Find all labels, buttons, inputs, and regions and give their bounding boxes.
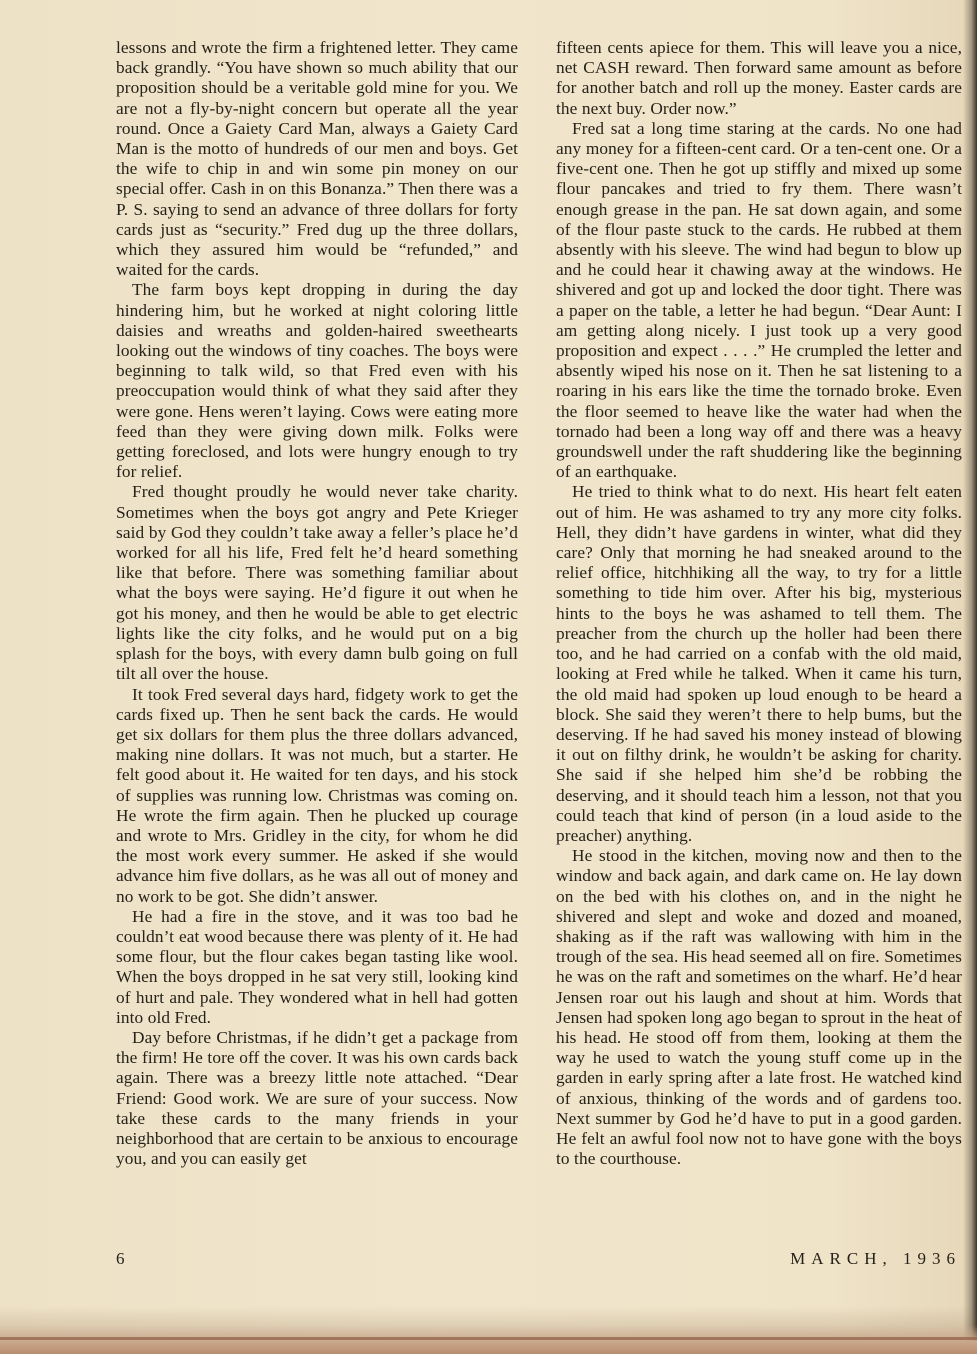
issue-date-footer: MARCH, 1936: [790, 1249, 961, 1268]
paragraph: It took Fred several days hard, fidgety work to get the cards fixed up. Then he sent back the cards. He would get six dollars for them plus the three dollars advanced, making nine dollars. It was not much, but a starter. He felt good about it. He waited for ten days, and his stock of supplies was running low. Christmas was coming on. He wrote the firm again. Then he plucked up courage and wrote to Mrs. Gridley in the city, for whom he did the most work every summer. He asked if she would advance him five dollars, as he was all out of money and no work to be got. She didn’t answer.: [116, 684, 518, 906]
right-column: [556, 38, 962, 1169]
paragraph: fifteen cents apiece for them. This will leave you a nice, net CASH reward. Then forward same amount as before for another batch and roll up the money. Easter cards are the next buy. Order now.”: [556, 38, 962, 118]
paragraph: Fred sat a long time staring at the cards. No one had any money for a fifteen-cent card. Or a ten-cent one. Or a five-cent one. Then he got up stiffly and mixed up some flour pancakes and tried to fry them. There wasn’t enough grease in the pan. He sat down again, and some of the flour paste stuck to the cards. He rubbed at them absently with his sleeve. The wind had begun to blow up and he could hear it chawing away at the windows. He shivered and got up and locked the door tight. There was a paper on the table, a letter he had begun. “Dear Aunt: I am getting along nicely. I just took up a very good proposition and expect . . . .” He crumpled the letter and absently wiped his nose on it. Then he sat listening to a roaring in his ears like the time the tornado broke. Even the floor seemed to heave like the water had when the tornado had been a long way off and there was a heavy groundswell under the raft shuddering like the beginning of an earthquake.: [556, 118, 962, 482]
page-bottom-rule: [0, 1337, 977, 1340]
paragraph: lessons and wrote the firm a frightened letter. They came back grandly. “You have shown so much ability that our proposition should be a veritable gold mine for you. We are not a fly-by-night concern but operate all the year round. Once a Gaiety Card Man, always a Gaiety Card Man is the motto of hundreds of our men and boys. Get the wife to chip in and win some pin money on our special offer. Cash in on this Bonanza.” Then there was a P. S. saying to send an advance of three dollars for forty cards just as “security.” Fred dug up the three dollars, which they assured him would be “refunded,” and waited for the cards.: [116, 38, 518, 280]
paragraph: Fred thought proudly he would never take charity. Sometimes when the boys got angry and Pete Krieger said by God they couldn’t take away a feller’s place he’d worked for all his life, Fred felt he’d heard something like that before. There was something familiar about what the boys were saying. He’d figure it out when he got his money, and then he would be able to get electric lights like the city folks, and he would put on a big splash for the boys, with every damn bulb going on full tilt all over the house.: [116, 482, 518, 684]
paragraph: He had a fire in the stove, and it was too bad he couldn’t eat wood because there was plenty of it. He had some flour, but the flour cakes began tasting like wool. When the boys dropped in he sat very still, looking kind of hurt and pale. They wondered what in hell had gotten into old Fred.: [116, 906, 518, 1027]
left-column: [116, 38, 518, 1169]
page-bottom-edge: [0, 1306, 977, 1354]
page-number: 6: [116, 1249, 125, 1268]
paragraph: The farm boys kept dropping in during the day hindering him, but he worked at night coloring little daisies and wreaths and golden-haired sweethearts looking out the windows of tiny coaches. The boys were beginning to talk wild, so that Fred even with his preoccupation would think of what they said after they were gone. Hens weren’t laying. Cows were eating more feed than they were giving down milk. Folks were getting foreclosed, and lots were hungry enough to try for relief.: [116, 280, 518, 482]
paragraph: He stood in the kitchen, moving now and then to the window and back again, and dark came on. He lay down on the bed with his clothes on, and in the night he shivered and slept and woke and dozed and moaned, shaking as if the raft was wallowing with him in the trough of the sea. His head seemed all on fire. Sometimes he was on the raft and sometimes on the wharf. He’d hear Jensen roar out his laugh and shout at him. Words that Jensen had spoken long ago began to sprout in the heat of his head. He stood off from them, looking at them the way he used to watch the young stuff come up in the garden in early spring after a late frost. He watched kind of anxious, thinking of the words and of gardens too. Next summer by God he’d have to put in a good garden. He felt an awful fool now not to have gone with the boys to the courthouse.: [556, 846, 962, 1169]
page-edge-shadow: [963, 0, 977, 1354]
paragraph: Day before Christmas, if he didn’t get a package from the firm! He tore off the cover. It was his own cards back again. There was a breezy little note attached. “Dear Friend: Good work. We are sure of your success. Now take these cards to the many friends in your neighborhood that are certain to be anxious to encourage you, and you can easily get: [116, 1027, 518, 1169]
paragraph: He tried to think what to do next. His heart felt eaten out of him. He was ashamed to try any more city folks. Hell, they didn’t have gardens in winter, what did they care? Only that morning he had sneaked around to the relief office, hitchhiking all the way, to try for a little something to tide him over. After his big, mysterious hints to the boys he was ashamed to tell them. The preacher from the church up the holler had been there too, and he had carried on a confab with the old maid, looking at Fred while he talked. When it came his turn, the old maid had spoken up loud enough to be heard a block. She said they weren’t there to help bums, but the deserving. If he had saved his money instead of blowing it out on filthy drink, he wouldn’t be asking for charity. She said if she helped him she’d be robbing the deserving, and it should teach him a lesson, not that you could teach that kind of person (in a loud aside to the preacher) anything.: [556, 482, 962, 845]
